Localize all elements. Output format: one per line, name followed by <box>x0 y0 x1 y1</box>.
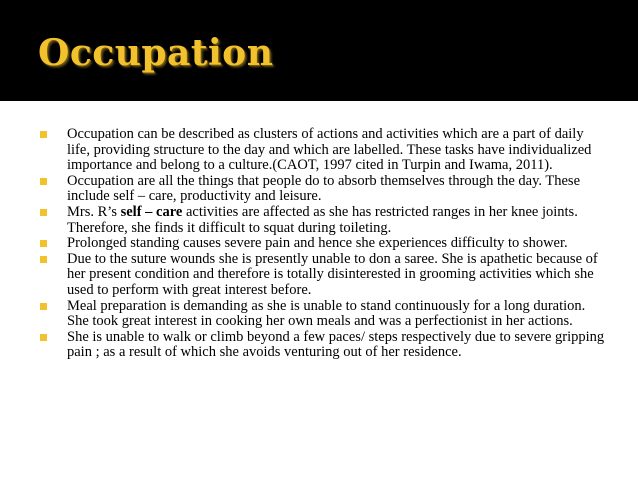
square-bullet-icon <box>40 240 47 247</box>
bullet-item <box>40 174 608 205</box>
bullet-text: Prolonged standing causes severe pain and hence she experiences difficulty to shower. <box>67 235 568 252</box>
bullet-text: Due to the suture wounds she is presently unable to don a saree. She is apathetic because of her present condition and therefore is totally disinterested in grooming activities which she used to perform with great interest before. <box>67 250 598 298</box>
bullet-text: Occupation are all the things that people do to absorb themselves through the day. These include self – care, productivity and leisure. <box>67 172 581 205</box>
square-bullet-icon <box>40 334 47 341</box>
square-bullet-icon <box>40 178 47 185</box>
square-bullet-icon <box>40 303 47 310</box>
bullet-text-emphasis: self – care <box>120 203 183 220</box>
bullet-text: Occupation can be described as clusters of actions and activities which are a part of daily life, providing structure to the day and which are labelled. These tasks have individualized importance and belong to a culture.(CAOT, 1997 cited in Turpin and Iwama, 2011). <box>67 126 592 174</box>
slide-title: Occupation <box>38 32 274 74</box>
bullet-item <box>40 330 608 361</box>
bullet-item <box>40 252 608 299</box>
square-bullet-icon <box>40 256 47 263</box>
bullet-text-suffix: activities are affected as she has restricted ranges in her knee joints. Therefore, she finds it difficult to squat during toileting. <box>67 203 578 236</box>
bullet-list <box>40 127 608 361</box>
square-bullet-icon <box>40 209 47 216</box>
bullet-item <box>40 299 608 330</box>
bullet-text: She is unable to walk or climb beyond a few paces/ steps respectively due to severe gripping pain ; as a result of which she avoids venturing out of her residence. <box>67 328 605 361</box>
bullet-item <box>40 127 608 174</box>
bullet-text-prefix: Mrs. R’s <box>67 203 121 220</box>
bullet-item <box>40 236 608 252</box>
bullet-text: Meal preparation is demanding as she is unable to stand continuously for a long duration. She took great interest in cooking her own meals and was a perfectionist in her actions. <box>67 297 586 330</box>
bullet-item <box>40 205 608 236</box>
square-bullet-icon <box>40 131 47 138</box>
title-bar <box>0 0 638 101</box>
